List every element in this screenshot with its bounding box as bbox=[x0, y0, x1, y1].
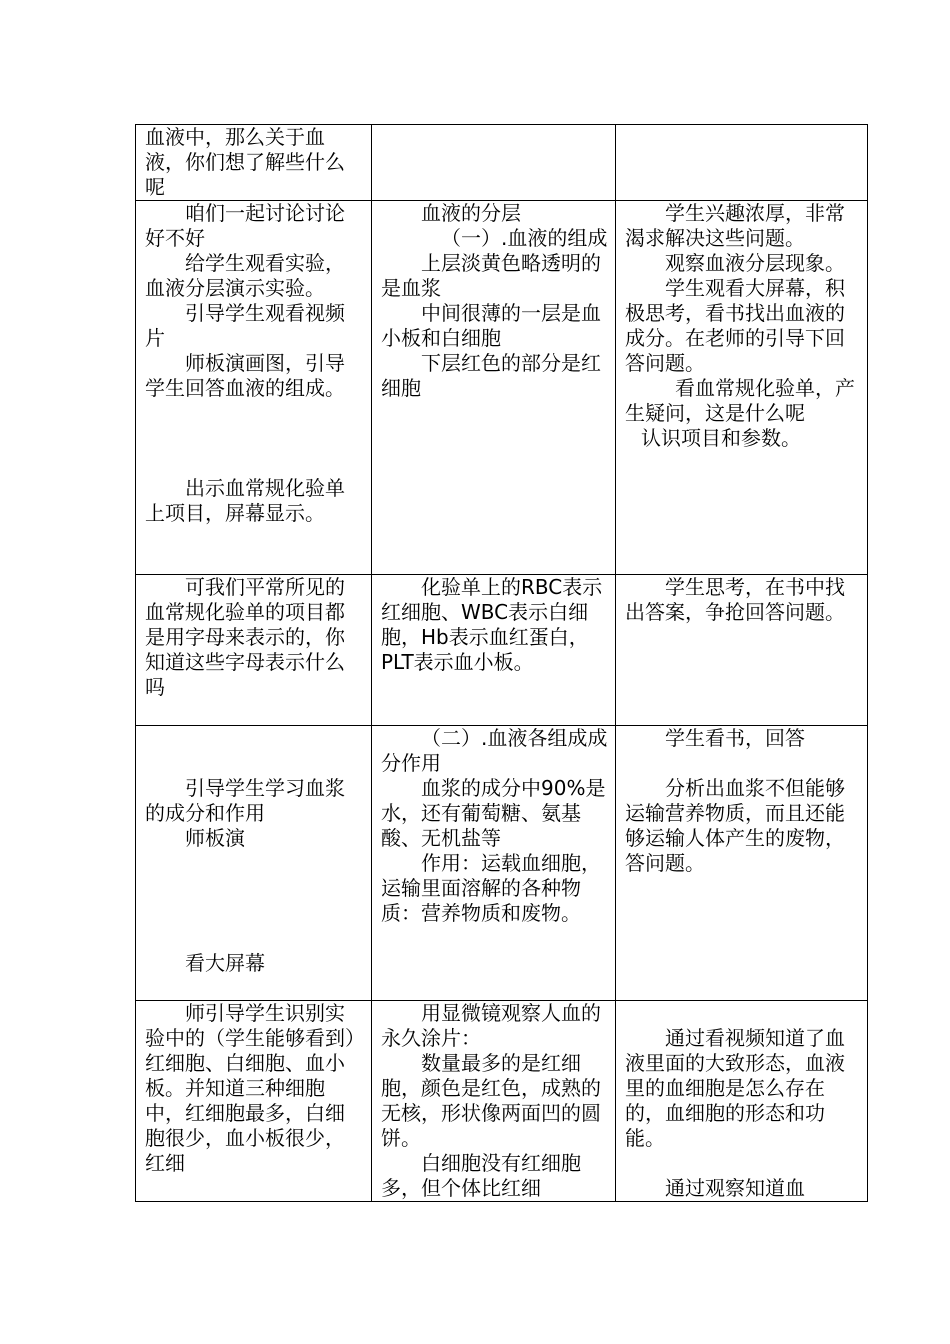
cell-text: 作用：运载血细胞，运输里面溶解的各种物质：营养物质和废物。 bbox=[381, 851, 601, 925]
student-activity-cell bbox=[616, 726, 868, 1001]
cell-text: 师引导学生识别实验中的（学生能够看到）红细胞、白细胞、血小板。并知道三种细胞中，红细胞最多，白细胞很少，血小板很少，红细 bbox=[145, 1001, 355, 1175]
cell-text: 下层红色的部分是红细胞 bbox=[381, 351, 601, 400]
cell-text: 用显微镜观察人血的永久涂片： bbox=[381, 1001, 601, 1050]
cell-text: 血液中，那么关于血液，你们想了解些什么呢 bbox=[145, 125, 345, 199]
cell-text: 血液的分层 bbox=[421, 201, 521, 225]
student-activity-cell bbox=[616, 575, 868, 726]
teacher-activity-cell bbox=[136, 1001, 372, 1202]
cell-text: 咱们一起讨论讨论好不好 bbox=[145, 201, 345, 250]
cell-text: 通过看视频知道了血液里面的大致形态，血液里的血细胞是怎么存在的，血细胞的形态和功能。 bbox=[625, 1026, 845, 1150]
cell-text: 认识项目和参数。 bbox=[641, 426, 801, 450]
teacher-activity-cell bbox=[136, 575, 372, 726]
cell-text: 师板演 bbox=[185, 826, 245, 850]
cell-text: （二）.血液各组成成分作用 bbox=[381, 726, 608, 775]
cell-text: 可我们平常所见的血常规化验单的项目都是用字母来表示的，你知道这些字母表示什么吗 bbox=[145, 575, 345, 699]
table-row bbox=[136, 1001, 868, 1202]
cell-text: 数量最多的是红细胞，颜色是红色，成熟的无核，形状像两面凹的圆饼。 bbox=[381, 1051, 601, 1150]
cell-text: 白细胞没有红细胞多，但个体比红细 bbox=[381, 1151, 581, 1200]
cell-text: 通过观察知道血 bbox=[665, 1176, 805, 1200]
cell-text: 化验单上的RBC表示红细胞、WBC表示白细胞，Hb表示血红蛋白，PLT表示血小板。 bbox=[381, 575, 603, 674]
content-cell bbox=[372, 726, 616, 1001]
teacher-activity-cell bbox=[136, 125, 372, 201]
cell-text: 看大屏幕 bbox=[185, 951, 265, 975]
cell-text: 引导学生学习血浆的成分和作用 bbox=[145, 776, 345, 825]
cell-text: 观察血液分层现象。 bbox=[665, 251, 845, 275]
content-cell bbox=[372, 201, 616, 575]
cell-text: 引导学生观看视频片 bbox=[145, 301, 345, 350]
cell-text: 出示血常规化验单上项目，屏幕显示。 bbox=[145, 476, 345, 525]
cell-text: 学生思考，在书中找出答案，争抢回答问题。 bbox=[625, 575, 845, 624]
cell-text: 学生看书，回答 bbox=[665, 726, 805, 750]
cell-text: 师板演画图，引导学生回答血液的组成。 bbox=[145, 351, 345, 400]
cell-text: 中间很薄的一层是血小板和白细胞 bbox=[381, 301, 601, 350]
table-row bbox=[136, 575, 868, 726]
lesson-plan-table bbox=[135, 124, 868, 1202]
student-activity-cell bbox=[616, 1001, 868, 1202]
teacher-activity-cell bbox=[136, 201, 372, 575]
cell-text: 学生观看大屏幕，积极思考，看书找出血液的成分。在老师的引导下回答问题。 bbox=[625, 276, 845, 375]
content-cell bbox=[372, 125, 616, 201]
cell-text: 血浆的成分中90%是水，还有葡萄糖、氨基酸、无机盐等 bbox=[381, 776, 606, 850]
content-cell bbox=[372, 575, 616, 726]
table-row bbox=[136, 125, 868, 201]
cell-text: 分析出血浆不但能够运输营养物质，而且还能够运输人体产生的废物，答问题。 bbox=[625, 776, 845, 875]
content-cell bbox=[372, 1001, 616, 1202]
cell-text: （一）.血液的组成 bbox=[441, 226, 608, 250]
cell-text: 上层淡黄色略透明的是血浆 bbox=[381, 251, 601, 300]
cell-text: 看血常规化验单，产生疑问，这是什么呢 bbox=[625, 376, 855, 425]
teacher-activity-cell bbox=[136, 726, 372, 1001]
student-activity-cell bbox=[616, 201, 868, 575]
student-activity-cell bbox=[616, 125, 868, 201]
cell-text: 学生兴趣浓厚，非常渴求解决这些问题。 bbox=[625, 201, 845, 250]
cell-text: 给学生观看实验，血液分层演示实验。 bbox=[145, 251, 345, 300]
table-row bbox=[136, 201, 868, 575]
table-row bbox=[136, 726, 868, 1001]
